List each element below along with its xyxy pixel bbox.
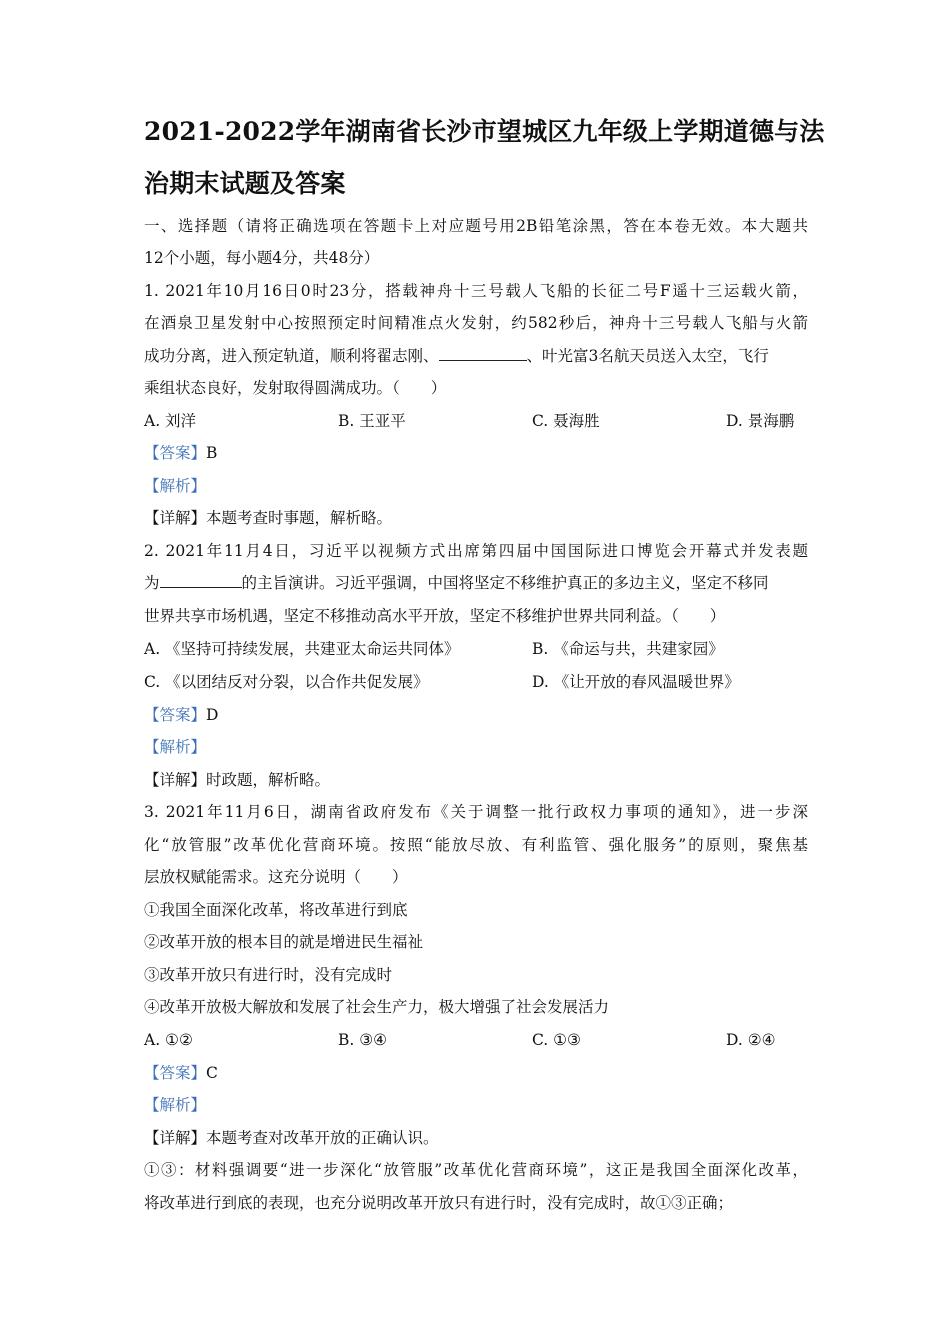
q3-option-d: D. ②④ bbox=[726, 1031, 776, 1049]
detail-label: 【详解】 bbox=[144, 509, 207, 527]
q1-fill-blank bbox=[439, 346, 527, 361]
q1-answer bbox=[144, 442, 808, 464]
q3-statement-2: ②改革开放的根本目的就是增进民生福祉 bbox=[144, 933, 424, 951]
q1-option-a: A. 刘洋 bbox=[144, 412, 197, 430]
q1-option-b: B. 王亚平 bbox=[338, 412, 406, 430]
q2-answer bbox=[144, 704, 808, 726]
q2-option-c: C. 《以团结反对分裂，以合作共促发展》 bbox=[144, 673, 429, 691]
q1-stem-line4: 乘组状态良好，发射取得圆满成功。（ ） bbox=[144, 379, 447, 397]
analysis-label: 【解析】 bbox=[144, 738, 207, 756]
q3-explain-line2: 将改革进行到底的表现，也充分说明改革开放只有进行时，没有完成时，故①③正确； bbox=[144, 1194, 734, 1212]
q2-detail-text: 时政题，解析略。 bbox=[206, 771, 331, 789]
q3-stem-line1: 3. 2021年11月6日，湖南省政府发布《关于调整一批行政权力事项的通知》，进一步深 bbox=[144, 803, 808, 821]
q3-option-c: C. ①③ bbox=[532, 1031, 581, 1049]
document-title-line1: 2021-2022学年湖南省长沙市望城区九年级上学期道德与法 bbox=[144, 117, 825, 146]
answer-label: 【答案】 bbox=[144, 706, 207, 724]
q3-statement-1: ①我国全面深化改革，将改革进行到底 bbox=[144, 901, 408, 919]
q1-stem-line3 bbox=[144, 345, 808, 367]
q3-statement-4: ④改革开放极大解放和发展了社会生产力，极大增强了社会发展活力 bbox=[144, 998, 610, 1016]
q3-detail bbox=[144, 1127, 808, 1149]
detail-label: 【详解】 bbox=[144, 1129, 207, 1147]
q2-stem-line2-part2: 的主旨演讲。习近平强调，中国将坚定不移维护真正的多边主义，坚定不移同 bbox=[241, 574, 769, 592]
q3-analysis bbox=[144, 1094, 808, 1116]
q3-option-b: B. ③④ bbox=[338, 1031, 388, 1049]
q1-stem-line2: 在酒泉卫星发射中心按照预定时间精准点火发射，约582秒后，神舟十三号载人飞船与火箭 bbox=[144, 314, 808, 332]
q1-option-c: C. 聂海胜 bbox=[532, 412, 600, 430]
q2-fill-blank bbox=[160, 573, 242, 588]
q2-option-a: A. 《坚持可持续发展，共建亚太命运共同体》 bbox=[144, 640, 460, 658]
section-instruction-line2: 12个小题，每小题4分，共48分） bbox=[144, 249, 380, 267]
q2-option-b: B. 《命运与共，共建家园》 bbox=[532, 640, 724, 658]
q2-stem-line1: 2. 2021年11月4日，习近平以视频方式出席第四届中国国际进口博览会开幕式并发表题 bbox=[144, 542, 808, 560]
q3-answer-value: C bbox=[206, 1064, 218, 1082]
analysis-label: 【解析】 bbox=[144, 1096, 207, 1114]
q2-stem-line2-part1: 为 bbox=[144, 574, 160, 592]
detail-label: 【详解】 bbox=[144, 771, 207, 789]
q1-option-d: D. 景海鹏 bbox=[726, 412, 795, 430]
q2-analysis bbox=[144, 736, 808, 758]
section-instruction-line1: 一、选择题（请将正确选项在答题卡上对应题号用2B铅笔涂黑，答在本卷无效。本大题共 bbox=[144, 217, 808, 235]
q2-stem-line2 bbox=[144, 572, 808, 594]
q3-stem-line2: 化“放管服”改革优化营商环境。按照“能放尽放、有利监管、强化服务”的原则，聚焦基 bbox=[144, 836, 808, 854]
q1-stem-line3-part2: 、叶光富3名航天员送入太空，飞行 bbox=[526, 347, 769, 365]
q3-statement-3: ③改革开放只有进行时，没有完成时 bbox=[144, 966, 393, 984]
q1-stem-line3-part1: 成功分离，进入预定轨道，顺利将翟志刚、 bbox=[144, 347, 439, 365]
q2-answer-value: D bbox=[206, 706, 219, 724]
q1-analysis bbox=[144, 475, 808, 497]
q3-detail-text: 本题考查对改革开放的正确认识。 bbox=[206, 1129, 439, 1147]
q1-answer-value: B bbox=[206, 444, 218, 462]
q3-stem-line3: 层放权赋能需求。这充分说明（ ） bbox=[144, 868, 408, 886]
document-title-line2: 治期末试题及答案 bbox=[144, 169, 346, 198]
q1-detail-text: 本题考查时事题，解析略。 bbox=[206, 509, 393, 527]
q2-stem-line3: 世界共享市场机遇，坚定不移推动高水平开放，坚定不移维护世界共同利益。（ ） bbox=[144, 607, 726, 625]
q1-stem-line1: 1. 2021年10月16日0时23分，搭载神舟十三号载人飞船的长征二号F遥十三运载火箭， bbox=[144, 282, 808, 300]
q3-explain-line1: ①③：材料强调要“进一步深化“放管服”改革优化营商环境”，这正是我国全面深化改革， bbox=[144, 1161, 808, 1179]
analysis-label: 【解析】 bbox=[144, 477, 207, 495]
answer-label: 【答案】 bbox=[144, 1064, 207, 1082]
answer-label: 【答案】 bbox=[144, 444, 207, 462]
q2-option-d: D. 《让开放的春风温暖世界》 bbox=[532, 673, 740, 691]
q1-detail bbox=[144, 507, 808, 529]
q3-option-a: A. ①② bbox=[144, 1031, 193, 1049]
q3-answer bbox=[144, 1062, 808, 1084]
q2-detail bbox=[144, 769, 808, 791]
